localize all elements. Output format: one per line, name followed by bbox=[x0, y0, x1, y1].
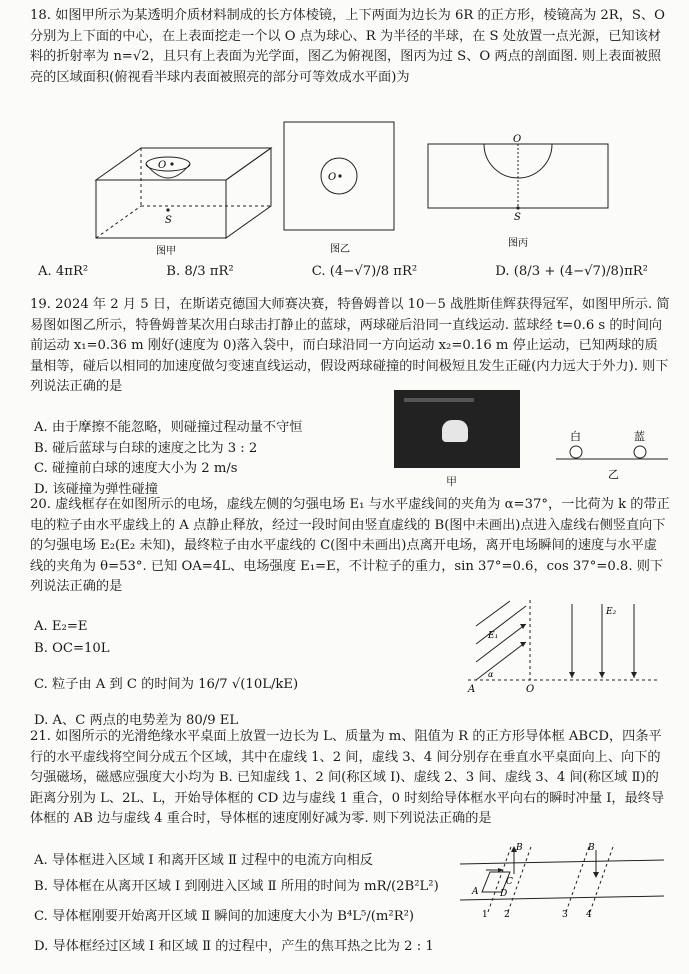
label-c-21: C bbox=[506, 877, 513, 887]
q21-option-d[interactable]: D. 导体框经过区域 Ⅰ 和区域 Ⅱ 的过程中，产生的焦耳热之比为 2 : 1 bbox=[34, 939, 434, 954]
label-a-20: A bbox=[468, 684, 476, 695]
question-18 bbox=[30, 6, 670, 88]
caption-bing: 图丙 bbox=[508, 238, 528, 249]
point-o-dot bbox=[170, 162, 173, 165]
q19-option-b[interactable]: B. 碰后蓝球与白球的速度之比为 3 : 2 bbox=[34, 440, 258, 456]
q20-option-d[interactable]: D. A、C 两点的电势差为 80/9 EL bbox=[34, 713, 239, 728]
label-e1: E₁ bbox=[488, 631, 499, 641]
caption-yi: 图乙 bbox=[330, 244, 350, 255]
question-21-stem: 21. 如图所示的光滑绝缘水平桌面上放置一边长为 L、质量为 m、阻值为 R 的正方形导体框 ABCD，四条平行的水平虚线将空间分成五个区域，其中在虚线 1、2 间，虚线 3、4 间分别存在垂直水平桌面向上、向下的匀强磁场，磁感应强度大小均为 B. 已知虚线 1、2 间(称区域 Ⅰ)、虚线 2、3 间、虚线 3、4 间(称区域 Ⅱ)的距离分别为 L、2L、L，开始导体框的 CD 边与虚线 1 重合，0 时刻给导体框水平向右的瞬时冲量 I，最终导体框的 AB 边与虚线 4 重合时，导体框的速度刚好减为零. 则下列说法正确的是 bbox=[30, 729, 665, 826]
q20-option-b[interactable]: B. OC=10L bbox=[34, 641, 110, 656]
label-blue: 蓝 bbox=[634, 430, 645, 443]
q19-option-a[interactable]: A. 由于摩擦不能忽略，则碰撞过程动量不守恒 bbox=[34, 420, 303, 435]
question-18-stem: 18. 如图甲所示为某透明介质材料制成的长方体棱镜，上下两面为边长为 6R 的正方形，棱镜高为 2R，S、O 分别为上下面的中心，在上表面挖走一个以 O 点为球心、R 为半径的半球，在 S 处放置一点光源，已知该材料的折射率为 n=√2，且只有上表面为光学面，图乙为俯视图，图丙为过 S、O 两点的剖面图. 则上表面被照亮的区域面积(俯视看半球内表面被照亮的部分可等效成水平面)为 bbox=[30, 8, 665, 85]
question-20-stem: 20. 虚线框存在如图所示的电场，虚线左侧的匀强电场 E₁ 与水平虚线间的夹角为 α=37°，一比荷为 k 的带正电的粒子由水平虚线上的 A 点静止释放，经过一段时间由竖直虚线的 B(图中未画出)点进入虚线右侧竖直向下的匀强电场 E₂(E₂ 未知)，最终粒子由水平虚线的 C(图中未画出)点离开电场，离开电场瞬间的速度与水平虚线的夹角为 θ=53°. 已知 OA=4L、电场强度 E₁=E，不计粒子的重力，sin 37°=0.6，cos 37°=0.8. 则下列说法正确的是 bbox=[30, 497, 670, 594]
q19-option-d[interactable]: D. 该碰撞为弹性碰撞 bbox=[34, 481, 158, 497]
figure-18-jia bbox=[86, 140, 276, 258]
snooker-photo bbox=[394, 390, 520, 468]
question-20-options bbox=[34, 617, 394, 732]
q18-option-a[interactable]: A. 4πR² bbox=[38, 264, 89, 279]
caption-jia: 图甲 bbox=[156, 246, 176, 257]
label-b-21: B bbox=[516, 843, 523, 853]
label-o-bing: O bbox=[513, 134, 522, 145]
label-a-21: A bbox=[472, 887, 479, 897]
caption-19-jia: 甲 bbox=[446, 475, 457, 488]
label-alpha: α bbox=[488, 670, 494, 679]
label-white: 白 bbox=[570, 430, 581, 443]
point-s-dot bbox=[166, 208, 169, 211]
q18-option-d[interactable]: D. (8/3 + (4−√7)/8)πR² bbox=[495, 264, 648, 279]
player-figure bbox=[442, 420, 468, 442]
figure-20 bbox=[462, 598, 662, 698]
caption-19-yi: 乙 bbox=[608, 468, 619, 481]
label-o-yi: O bbox=[328, 172, 337, 183]
q21-option-a[interactable]: A. 导体框进入区域 Ⅰ 和离开区域 Ⅱ 过程中的电流方向相反 bbox=[34, 853, 373, 868]
label-line-3: 3 bbox=[562, 910, 568, 918]
q18-option-c[interactable]: C. (4−√7)/8 πR² bbox=[311, 264, 418, 279]
question-19-options bbox=[34, 418, 374, 500]
label-line-4: 4 bbox=[586, 910, 592, 918]
label-line-2: 2 bbox=[504, 910, 510, 918]
figure-19-yi bbox=[556, 428, 668, 484]
q18-option-b[interactable]: B. 8/3 πR² bbox=[166, 264, 234, 279]
question-20 bbox=[30, 495, 670, 598]
figure-21 bbox=[456, 838, 668, 918]
question-21-options bbox=[34, 851, 454, 958]
label-s: S bbox=[165, 215, 172, 226]
q20-option-a[interactable]: A. E₂=E bbox=[34, 619, 88, 634]
figure-18-yi bbox=[282, 120, 398, 256]
figure-18-bing bbox=[424, 134, 614, 258]
label-o: O bbox=[158, 160, 167, 171]
white-ball bbox=[570, 446, 582, 458]
question-19 bbox=[30, 295, 670, 398]
q21-option-b[interactable]: B. 导体框在从离开区域 Ⅰ 到刚进入区域 Ⅱ 所用的时间为 mR/(2B²L²) bbox=[34, 879, 439, 894]
blue-ball bbox=[634, 446, 646, 458]
q21-option-c[interactable]: C. 导体框刚要开始离开区域 Ⅱ 瞬间的加速度大小为 B⁴L⁵/(m²R²) bbox=[34, 909, 415, 924]
label-b2-21: B bbox=[588, 843, 595, 853]
question-18-options bbox=[38, 262, 648, 283]
label-s-bing: S bbox=[514, 212, 521, 223]
label-line-1: 1 bbox=[482, 910, 488, 918]
label-e2: E₂ bbox=[606, 607, 617, 617]
question-21 bbox=[30, 727, 670, 830]
q20-option-c[interactable]: C. 粒子由 A 到 C 的时间为 16/7 √(10L/kE) bbox=[34, 677, 299, 692]
question-19-stem: 19. 2024 年 2 月 5 日，在斯诺克德国大师赛决赛，特鲁姆普以 10－5 战胜斯佳辉获得冠军，如图甲所示. 简易图如图乙所示，特鲁姆普某次用白球击打静止的蓝球，两球碰后沿同一直线运动. 蓝球经 t=0.6 s 的时间向前运动 x₁=0.36 m 刚好(速度为 0)落入袋中，而白球沿同一方向运动 x₂=0.16 m 停止运动，已知两球的质量相等，碰后以相同的加速度做匀变速直线运动，假设两球碰撞的时间极短且发生正碰(内力远大于外力). 则下列说法正确的是 bbox=[30, 297, 670, 394]
label-o-20: O bbox=[526, 684, 535, 695]
q19-option-c[interactable]: C. 碰撞前白球的速度大小为 2 m/s bbox=[34, 461, 238, 476]
label-d-21: D bbox=[500, 889, 508, 899]
